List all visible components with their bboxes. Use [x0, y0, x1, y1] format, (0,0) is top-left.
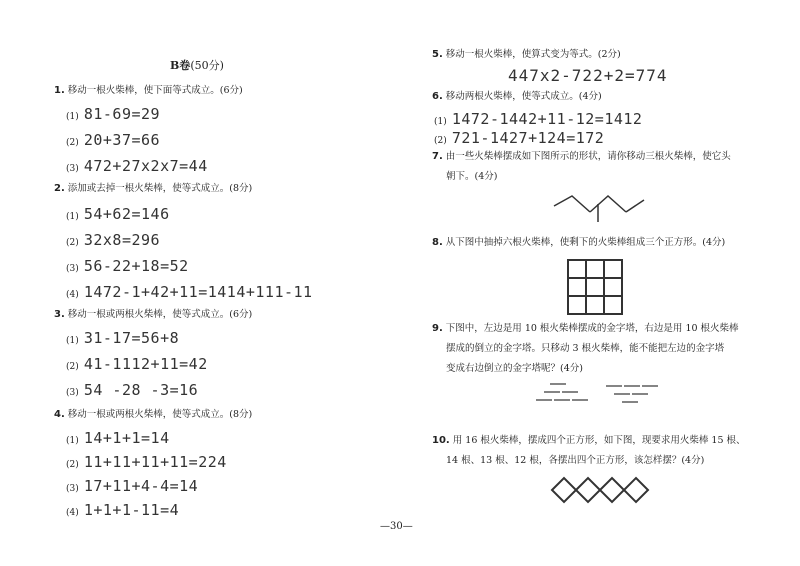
question-9-line3: 变成右边倒立的金字塔呢？(4分)	[446, 363, 583, 374]
q8-cell	[604, 260, 622, 278]
q3-item-3: (3) 54 -28 -3=16	[66, 381, 199, 399]
question-3: 3. 移动一根或两根火柴棒，使等式成立。(6分)	[54, 309, 253, 320]
q6-item-2: (2) 721-1427+124=172	[434, 129, 605, 147]
q10-diamond	[552, 478, 576, 502]
q8-cell	[586, 278, 604, 296]
q3-item-1: (1) 31-17=56+8	[66, 329, 180, 347]
q4-item-4: (4) 1+1+1-11=4	[66, 501, 180, 519]
q8-cell	[604, 278, 622, 296]
q9-figure	[530, 380, 670, 412]
q2-item-2: (2) 32x8=296	[66, 231, 161, 249]
q2-item-1: (1) 54+62=146	[66, 205, 170, 223]
q10-figure	[540, 474, 660, 506]
question-7-line2: 朝下。(4分)	[446, 171, 498, 182]
question-8: 8. 从下图中抽掉六根火柴棒，使剩下的火柴棒组成三个正方形。(4分)	[432, 237, 726, 248]
q8-cell	[568, 278, 586, 296]
q8-cell	[586, 296, 604, 314]
page-number: —30—	[380, 521, 413, 532]
question-6: 6. 移动两根火柴棒，使等式成立。(4分)	[432, 91, 602, 102]
q1-item-1: (1) 81-69=29	[66, 105, 161, 123]
question-4: 4. 移动一根或两根火柴棒，使等式成立。(8分)	[54, 409, 253, 420]
q8-cell	[604, 296, 622, 314]
q7-match-right	[626, 200, 644, 212]
q7-match-middle	[590, 196, 626, 212]
q8-cell	[568, 260, 586, 278]
question-10-line2: 14 根、13 根、12 根，各摆出四个正方形，该怎样摆？(4分)	[446, 455, 705, 466]
q5-equation: 447x2-722+2=774	[508, 66, 668, 85]
question-7: 7. 由一些火柴棒摆成如下图所示的形状，请你移动三根火柴棒，使它头	[432, 151, 731, 162]
q2-item-3: (3) 56-22+18=52	[66, 257, 189, 275]
question-10: 10. 用 16 根火柴棒，摆成四个正方形，如下图，现要求用火柴棒 15 根、	[432, 435, 746, 446]
q10-diamond	[600, 478, 624, 502]
q4-item-3: (3) 17+11+4-4=14	[66, 477, 199, 495]
q7-match-left	[554, 196, 590, 212]
q8-cell	[586, 260, 604, 278]
q10-diamond	[576, 478, 600, 502]
question-5: 5. 移动一根火柴棒，使算式变为等式。(2分)	[432, 49, 621, 60]
section-title: B卷(50分)	[170, 59, 224, 72]
question-9-line2: 摆成的倒立的金字塔。只移动 3 根火柴棒，能不能把左边的金字塔	[446, 343, 725, 354]
q7-figure	[550, 192, 650, 228]
q4-item-1: (1) 14+1+1=14	[66, 429, 170, 447]
q8-cell	[568, 296, 586, 314]
q8-grid-figure	[564, 256, 628, 320]
q6-item-1: (1) 1472-1442+11-12=1412	[434, 110, 643, 128]
q2-item-4: (4) 1472-1+42+11=1414+111-11	[66, 283, 313, 301]
q1-item-2: (2) 20+37=66	[66, 131, 161, 149]
question-1: 1. 移动一根火柴棒，使下面等式成立。(6分)	[54, 85, 243, 96]
question-2: 2. 添加或去掉一根火柴棒，使等式成立。(8分)	[54, 183, 253, 194]
question-9: 9. 下图中，左边是用 10 根火柴棒摆成的金字塔，右边是用 10 根火柴棒	[432, 323, 739, 334]
q1-item-3: (3) 472+27x2x7=44	[66, 157, 208, 175]
q4-item-2: (2) 11+11+11+11=224	[66, 453, 227, 471]
q3-item-2: (2) 41-1112+11=42	[66, 355, 208, 373]
q10-diamond	[624, 478, 648, 502]
